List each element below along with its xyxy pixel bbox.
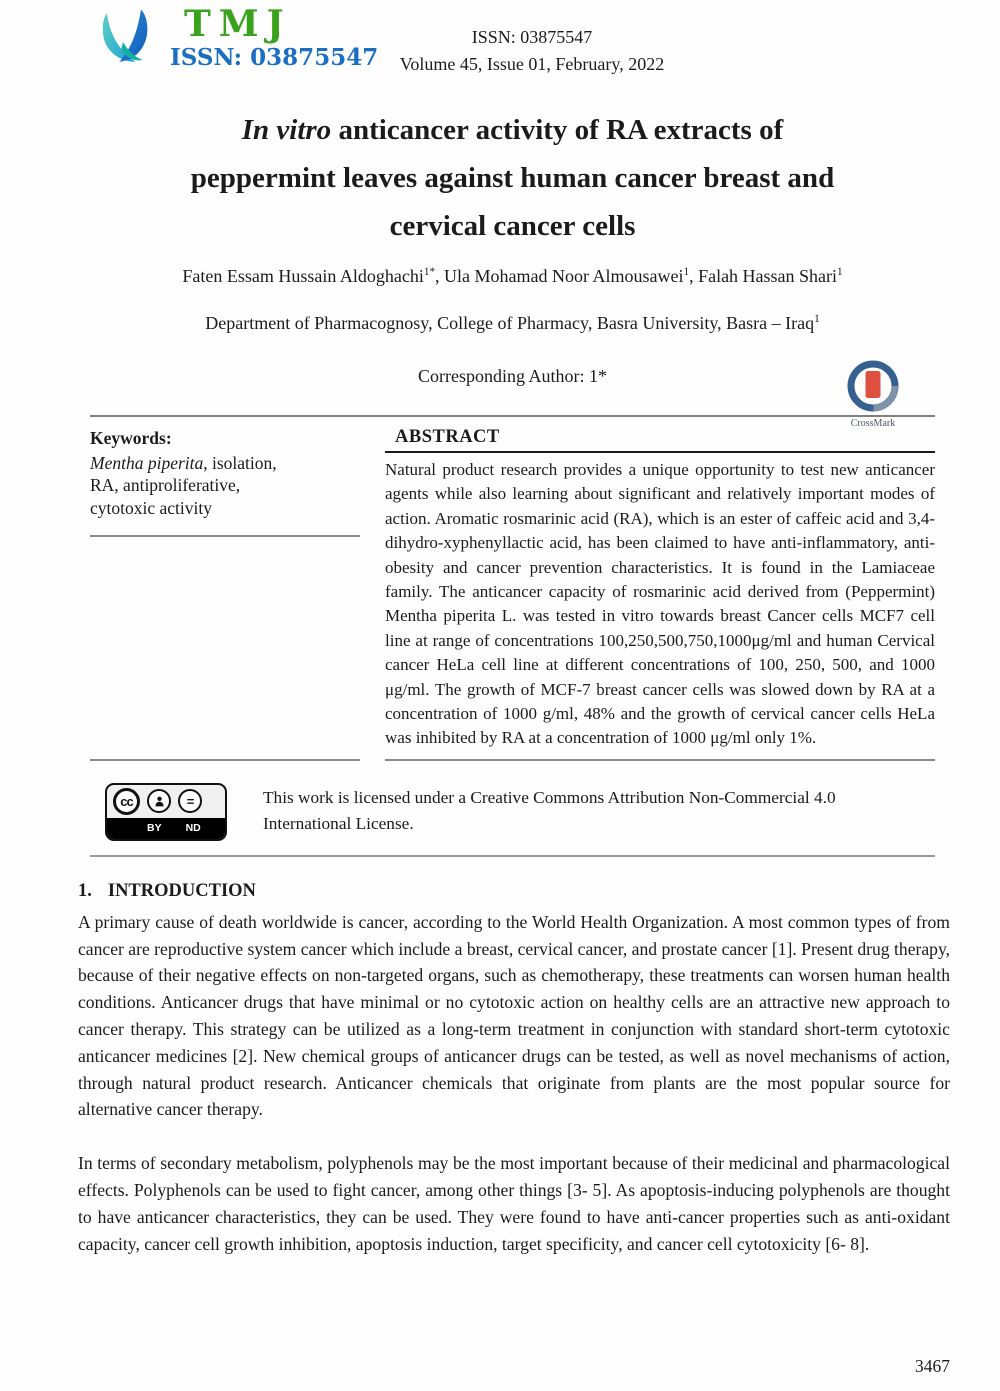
divider-abstract-bottom — [385, 759, 935, 761]
license-text: This work is licensed under a Creative Commons Attribution Non-Commercial 4.0 International License. — [263, 787, 836, 834]
cc-nd-equals-icon: = — [178, 789, 202, 813]
divider-top — [90, 415, 935, 417]
abstract-column — [385, 427, 935, 751]
title-line-3: cervical cancer cells — [389, 210, 636, 242]
title-line-2: peppermint leaves against human cancer breast and — [190, 162, 835, 194]
logo-issn: ISSN: 03875547 — [170, 44, 379, 71]
logo-brand: TMJ — [184, 3, 292, 45]
license-section — [105, 783, 935, 841]
crossmark-icon[interactable] — [847, 399, 899, 416]
title-line-1 — [90, 106, 935, 154]
cc-badge-icons — [107, 785, 225, 818]
page-title — [90, 106, 935, 250]
title-italic-lead: In vitro — [241, 114, 332, 146]
author-name: Falah Hassan Shari — [698, 266, 838, 286]
authors-line — [90, 266, 935, 287]
introduction-paragraph-2: In terms of secondary metabolism, polyphenols may be the most important because of their medicinal and pharmacological effects. Polyphenols can be used to fight cancer, among other things [3- 5]. As apoptosis-inducing polyphenols are thought to have anticancer characteristics, they can be used. They were found to have anti-cancer properties such as anti-oxidant capacity, cancer cell growth inhibition, apoptosis induction, target specificity, and cancer cell cytotoxicity [6- 8]. — [78, 1153, 950, 1254]
journal-logo — [96, 3, 379, 83]
divider-columns-bottom — [90, 759, 935, 761]
introduction-heading-text: INTRODUCTION — [107, 880, 256, 901]
abstract-heading: ABSTRACT — [385, 427, 935, 453]
author-name: Faten Essam Hussain Aldoghachi — [182, 266, 424, 286]
keywords-column — [90, 427, 360, 751]
affiliation-line — [90, 313, 935, 334]
corresponding-author-line: Corresponding Author: 1* — [418, 366, 607, 386]
crossmark-badge[interactable] — [842, 360, 904, 429]
header-issn-line: ISSN: 03875547 — [471, 27, 593, 47]
page-number: 3467 — [915, 1356, 950, 1376]
keywords-line-2: RA, antiproliferative, — [90, 475, 241, 495]
cc-by-person-icon — [147, 789, 171, 813]
author-superscript: 1 — [837, 266, 843, 278]
cc-nd-label: ND — [185, 822, 201, 835]
keywords-heading: Keywords: — [90, 428, 172, 448]
author-superscript: 1 — [683, 266, 690, 278]
author-name: Ula Mohamad Noor Almousawei — [444, 266, 684, 286]
introduction-paragraph-1: A primary cause of death worldwide is cancer, according to the World Health Organization. A most common types of from cancer are reproductive system cancer which include a breast, cervical cancer, and prostate cancer [1]. Present drug therapy, because of their negative effects on non-targeted organs, such as chemotherapy, these treatments can worsen human health conditions. Anticancer drugs that have minimal or no cytotoxic action on healthy cells are an attractive new approach to cancer therapy. This strategy can be utilized as a long-term treatment in conjunction with standard short-term cytotoxic anticancer medicines [2]. New chemical groups of anticancer drugs can be tested, as well as novel mechanisms of action, through natural product research. Anticancer chemicals that originate from plants are the most popular source for alternative cancer therapy. — [78, 911, 951, 1120]
logo-text — [170, 3, 379, 71]
introduction-heading — [78, 881, 950, 902]
crossmark-label: CrossMark — [850, 418, 896, 429]
affiliation-text: Department of Pharmacognosy, College of Pharmacy, Basra University, Basra – Iraq — [205, 313, 815, 333]
keywords-line-1-rest: , isolation, — [203, 452, 277, 473]
author-separator: , — [435, 266, 445, 286]
keywords-underline — [90, 535, 360, 537]
keywords-abstract-section — [90, 427, 935, 751]
keywords-line-3: cytotoxic activity — [90, 497, 212, 518]
title-line-1-rest: anticancer activity of RA extracts of — [331, 114, 784, 146]
affiliation-superscript: 1 — [814, 313, 820, 325]
divider-keywords-bottom — [90, 759, 360, 761]
keywords-line-1 — [90, 452, 360, 475]
keywords-species-term: Mentha piperita — [90, 452, 204, 473]
cc-badge-labels — [107, 818, 225, 839]
introduction-section — [78, 881, 950, 1258]
divider-license-bottom — [90, 855, 935, 857]
author-superscript: 1* — [423, 266, 436, 278]
introduction-heading-number: 1. — [78, 880, 92, 901]
cc-icon: cc — [113, 788, 140, 815]
tmj-leaf-logo-icon — [96, 6, 168, 83]
cc-by-label: BY — [147, 822, 162, 835]
author-separator: , — [689, 266, 699, 286]
abstract-body: Natural product research provides a unique opportunity to test new anticancer agents while also learning about significant and relatively important modes of action. Aromatic rosmarinic acid (RA), which is an ester of caffeic acid and 3,4-dihydro-xyphenyllactic acid, has been claimed to have anti-inflammatory, anti-obesity and cancer prevention characteristics. It is found in the Lamiaceae family. The anticancer capacity of rosmarinic acid derived from (Peppermint) Mentha piperita L. was tested in vitro towards breast Cancer cells MCF7 cell line at range of concentrations 100,250,500,750,1000μg/ml and human Cervical cancer HeLa cell line at different concentrations of 100, 250, 500, and 1000 μg/ml. The growth of MCF-7 breast cancer cells was slowed down by RA at a concentration of 1000 g/ml, 48% and the growth of cervical cancer cells HeLa was inhibited by RA at a concentration of 1000 μg/ml only 1%. — [385, 460, 935, 748]
cc-license-badge — [105, 783, 227, 841]
header-volume-line: Volume 45, Issue 01, February, 2022 — [399, 54, 665, 74]
page-content — [90, 106, 935, 857]
